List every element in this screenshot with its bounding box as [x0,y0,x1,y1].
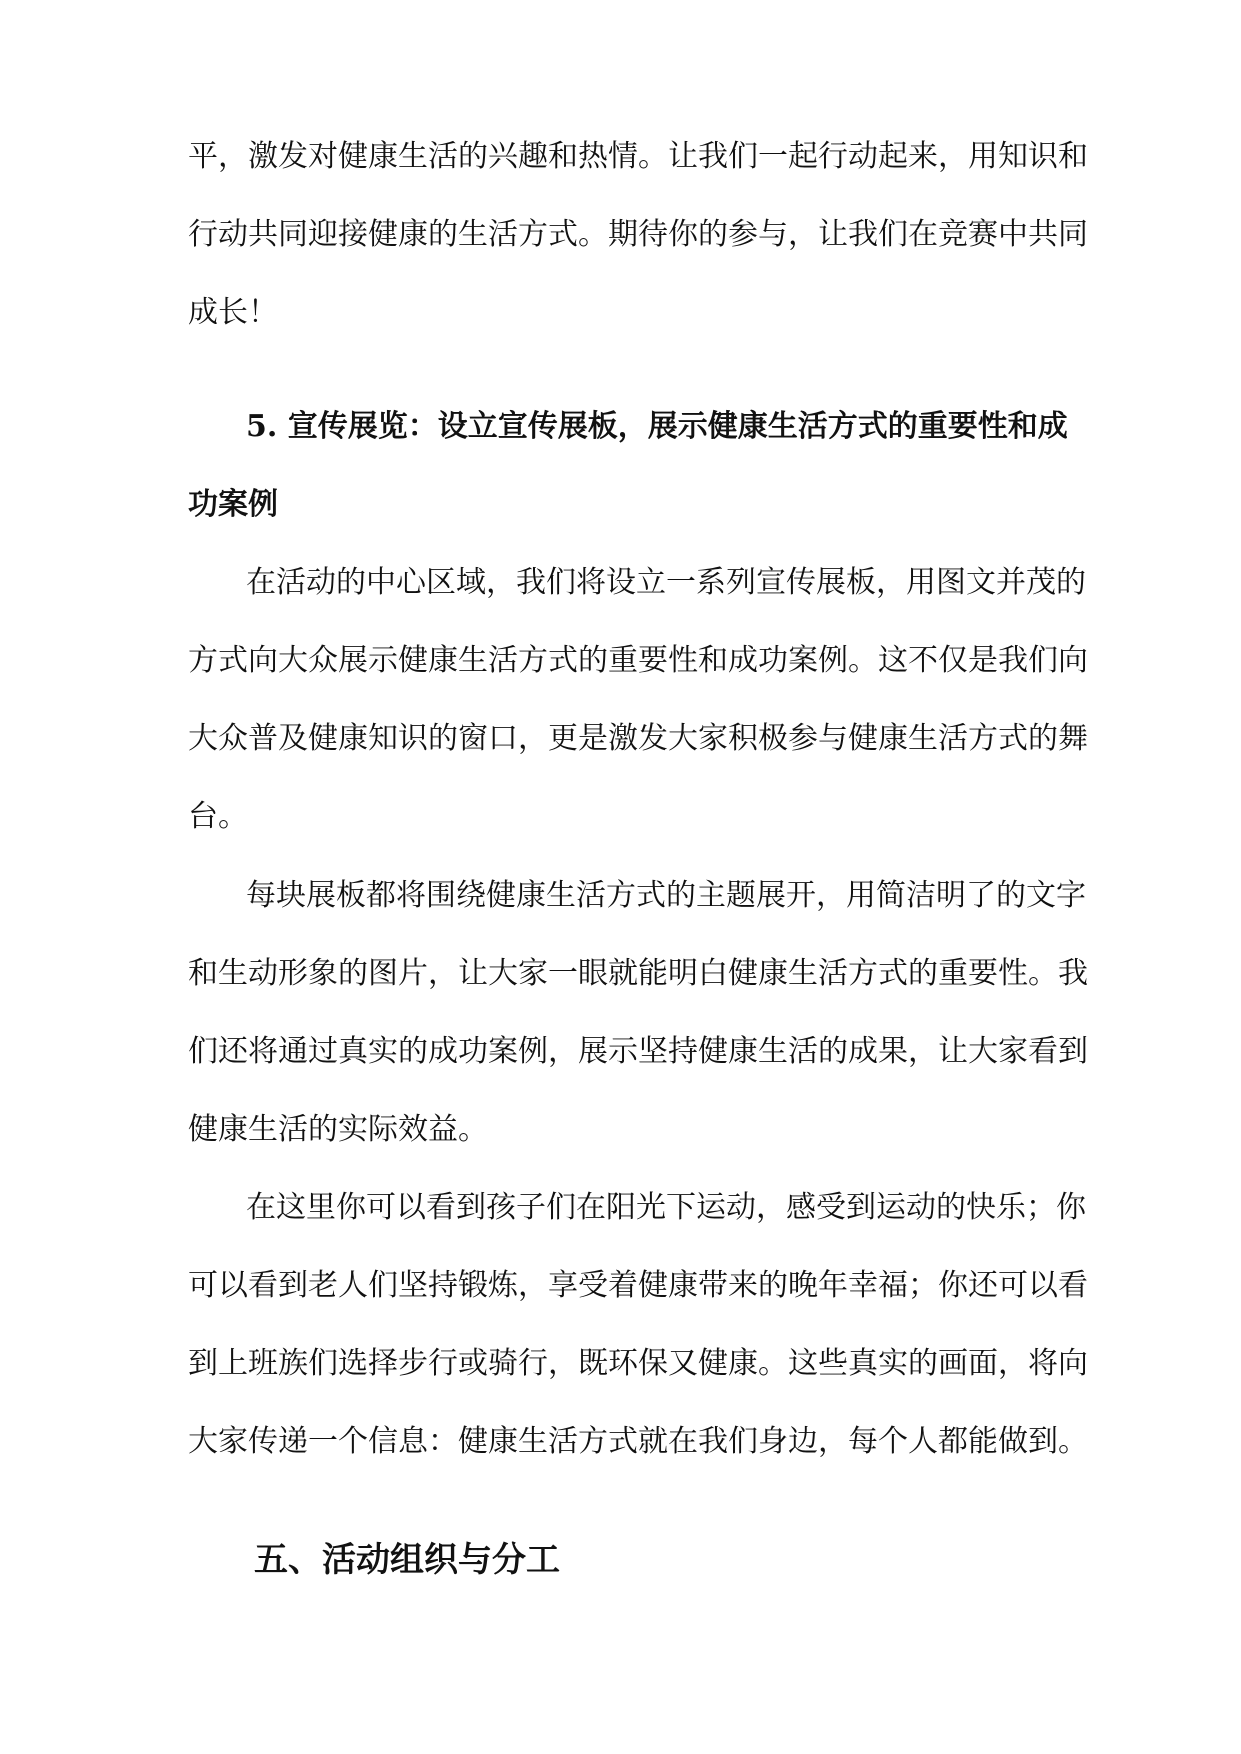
paragraph-line: 大众普及健康知识的窗口，更是激发大家积极参与健康生活方式的舞 [188,721,1088,756]
paragraph-line: 在活动的中心区域，我们将设立一系列宣传展板，用图文并茂的 [246,565,1086,600]
subheading-line: 5. 宣传展览：设立宣传展板，展示健康生活方式的重要性和成 [246,409,1068,444]
paragraph-line: 台。 [188,799,248,834]
section-heading: 五、活动组织与分工 [254,1540,560,1580]
paragraph-line: 可以看到老人们坚持锻炼，享受着健康带来的晚年幸福；你还可以看 [188,1268,1088,1303]
paragraph-line: 成长！ [188,295,278,330]
paragraph-line: 每块展板都将围绕健康生活方式的主题展开，用简洁明了的文字 [246,878,1086,913]
paragraph-line: 行动共同迎接健康的生活方式。期待你的参与，让我们在竞赛中共同 [188,217,1088,252]
paragraph-line: 大家传递一个信息：健康生活方式就在我们身边，每个人都能做到。 [188,1424,1088,1459]
paragraph-line: 们还将通过真实的成功案例，展示坚持健康生活的成果，让大家看到 [188,1034,1088,1069]
paragraph-line: 到上班族们选择步行或骑行，既环保又健康。这些真实的画面，将向 [188,1346,1088,1381]
subheading-line: 功案例 [188,487,278,522]
paragraph-line: 和生动形象的图片，让大家一眼就能明白健康生活方式的重要性。我 [188,956,1088,991]
paragraph-line: 健康生活的实际效益。 [188,1112,488,1147]
paragraph-line: 平，激发对健康生活的兴趣和热情。让我们一起行动起来，用知识和 [188,139,1088,174]
paragraph-line: 在这里你可以看到孩子们在阳光下运动，感受到运动的快乐；你 [246,1190,1086,1225]
paragraph-line: 方式向大众展示健康生活方式的重要性和成功案例。这不仅是我们向 [188,643,1088,678]
